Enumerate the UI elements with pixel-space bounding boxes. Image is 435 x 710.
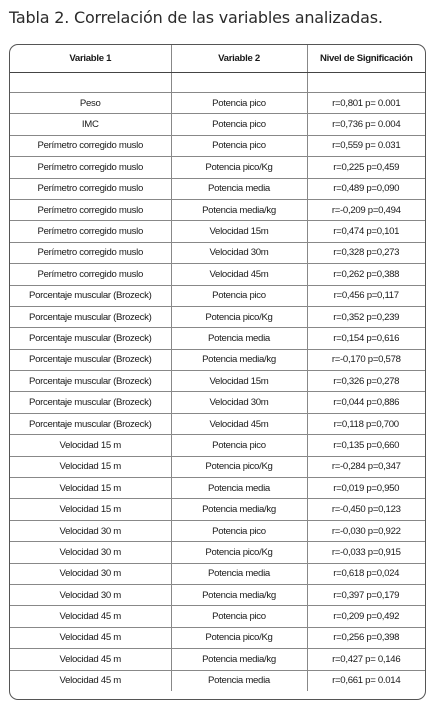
variable-2-cell: Potencia pico/Kg	[171, 627, 307, 648]
variable-1-cell: Perímetro corregido muslo	[10, 199, 171, 220]
table-row	[10, 328, 425, 349]
table-row	[10, 392, 425, 413]
variable-2-cell: Potencia pico/Kg	[171, 542, 307, 563]
variable-1-cell: Perímetro corregido muslo	[10, 264, 171, 285]
table-row	[10, 499, 425, 520]
variable-1-cell: Velocidad 45 m	[10, 606, 171, 627]
spacer-cell	[171, 73, 307, 93]
significance-cell: r=0,225 p=0,459	[307, 157, 425, 178]
table-row	[10, 135, 425, 156]
header-row	[10, 45, 425, 73]
significance-cell: r=0,618 p=0,024	[307, 563, 425, 584]
table-row	[10, 371, 425, 392]
table-header	[10, 45, 425, 73]
variable-2-cell: Potencia pico	[171, 520, 307, 541]
variable-1-cell: Velocidad 45 m	[10, 670, 171, 691]
variable-2-cell: Velocidad 30m	[171, 242, 307, 263]
significance-cell: r=-0,170 p=0,578	[307, 349, 425, 370]
spacer-cell	[10, 73, 171, 93]
table-body	[10, 73, 425, 691]
variable-2-cell: Potencia media	[171, 178, 307, 199]
table-row	[10, 349, 425, 370]
variable-2-cell: Velocidad 15m	[171, 371, 307, 392]
variable-2-cell: Potencia pico	[171, 606, 307, 627]
variable-1-cell: Peso	[10, 93, 171, 114]
table-row	[10, 285, 425, 306]
variable-1-cell: Perímetro corregido muslo	[10, 135, 171, 156]
significance-cell: r=0,427 p= 0,146	[307, 649, 425, 670]
table-row	[10, 542, 425, 563]
significance-cell: r=0,326 p=0,278	[307, 371, 425, 392]
variable-2-cell: Potencia pico	[171, 135, 307, 156]
variable-1-cell: Porcentaje muscular (Brozeck)	[10, 285, 171, 306]
significance-cell: r=0,328 p=0,273	[307, 242, 425, 263]
variable-2-cell: Potencia media/kg	[171, 649, 307, 670]
significance-cell: r=0,661 p= 0.014	[332, 675, 401, 687]
significance-cell: r=0,801 p= 0.001	[307, 93, 425, 114]
table-row	[10, 413, 425, 434]
header-variable-2: Variable 2	[171, 45, 307, 73]
variable-2-cell: Velocidad 45m	[171, 413, 307, 434]
variable-1-cell: Velocidad 15 m	[10, 478, 171, 499]
variable-2-cell: Velocidad 30m	[171, 392, 307, 413]
significance-cell: r=0,736 p= 0.004	[307, 114, 425, 135]
correlation-table-frame	[9, 44, 426, 700]
table-row	[10, 456, 425, 477]
significance-cell: r=-0,209 p=0,494	[307, 199, 425, 220]
significance-cell: r=0,209 p=0,492	[307, 606, 425, 627]
variable-2-cell: Potencia media/kg	[171, 499, 307, 520]
variable-1-cell: Velocidad 30 m	[10, 563, 171, 584]
variable-1-cell: Perímetro corregido muslo	[10, 242, 171, 263]
table-row	[10, 306, 425, 327]
variable-1-cell: Velocidad 30 m	[10, 520, 171, 541]
table-row	[10, 221, 425, 242]
variable-2-cell: Potencia media	[171, 563, 307, 584]
variable-1-cell: Porcentaje muscular (Brozeck)	[10, 371, 171, 392]
significance-cell: r=0,489 p=0,090	[307, 178, 425, 199]
variable-2-cell: Potencia pico	[171, 114, 307, 135]
significance-cell: r=0,118 p=0,700	[307, 413, 425, 434]
variable-2-cell: Velocidad 45m	[171, 264, 307, 285]
correlation-table	[10, 45, 425, 691]
table-row	[10, 649, 425, 670]
variable-1-cell: Velocidad 30 m	[10, 542, 171, 563]
variable-2-cell: Potencia media/kg	[171, 349, 307, 370]
table-row	[10, 670, 425, 691]
variable-2-cell: Potencia media/kg	[171, 199, 307, 220]
significance-cell: r=0,019 p=0,950	[307, 478, 425, 499]
significance-cell: r=0,559 p= 0.031	[307, 135, 425, 156]
table-row	[10, 178, 425, 199]
significance-cell: r=0,352 p=0,239	[307, 306, 425, 327]
table-row	[10, 264, 425, 285]
significance-cell: r=-0,030 p=0,922	[307, 520, 425, 541]
table-row	[10, 114, 425, 135]
significance-cell: r=0,397 p=0,179	[307, 584, 425, 605]
variable-1-cell: Velocidad 15 m	[10, 456, 171, 477]
variable-2-cell: Potencia pico/Kg	[171, 456, 307, 477]
table-row	[10, 157, 425, 178]
table-row	[10, 520, 425, 541]
table-row	[10, 563, 425, 584]
significance-cell: r=-0,284 p=0,347	[307, 456, 425, 477]
spacer-row	[10, 73, 425, 93]
variable-1-cell: Velocidad 45 m	[10, 649, 171, 670]
header-variable-1: Variable 1	[10, 45, 171, 73]
variable-1-cell: Perímetro corregido muslo	[10, 221, 171, 242]
variable-1-cell: Porcentaje muscular (Brozeck)	[10, 392, 171, 413]
significance-cell: r=0,262 p=0,388	[307, 264, 425, 285]
variable-2-cell: Potencia pico	[171, 435, 307, 456]
variable-2-cell: Potencia pico	[171, 93, 307, 114]
spacer-cell	[307, 73, 425, 93]
variable-2-cell: Potencia media	[171, 670, 307, 691]
variable-1-cell: Porcentaje muscular (Brozeck)	[10, 413, 171, 434]
variable-1-cell: Perímetro corregido muslo	[10, 178, 171, 199]
table-row	[10, 584, 425, 605]
significance-cell: r=0,154 p=0,616	[307, 328, 425, 349]
header-significance: Nivel de Significación	[307, 45, 425, 73]
variable-2-cell: Potencia media/kg	[171, 584, 307, 605]
table-row	[10, 199, 425, 220]
variable-1-cell: Velocidad 15 m	[10, 499, 171, 520]
table-row	[10, 435, 425, 456]
table-row	[10, 606, 425, 627]
table-row	[10, 242, 425, 263]
variable-1-cell: Perímetro corregido muslo	[10, 157, 171, 178]
variable-2-cell: Potencia pico	[171, 285, 307, 306]
table-row	[10, 93, 425, 114]
table-row	[10, 478, 425, 499]
variable-1-cell: Porcentaje muscular (Brozeck)	[10, 328, 171, 349]
significance-cell: r=-0,450 p=0,123	[307, 499, 425, 520]
table-title: Tabla 2. Correlación de las variables analizadas.	[9, 8, 383, 27]
variable-1-cell: Velocidad 30 m	[10, 584, 171, 605]
table-row	[10, 627, 425, 648]
significance-cell: r=0,135 p=0,660	[307, 435, 425, 456]
significance-cell: r=0,044 p=0,886	[307, 392, 425, 413]
variable-2-cell: Potencia pico/Kg	[171, 306, 307, 327]
variable-2-cell: Potencia media	[171, 328, 307, 349]
variable-1-cell: IMC	[10, 114, 171, 135]
significance-cell: r=-0,033 p=0,915	[307, 542, 425, 563]
variable-1-cell: Velocidad 15 m	[10, 435, 171, 456]
significance-cell: r=0,256 p=0,398	[307, 627, 425, 648]
variable-2-cell: Potencia pico/Kg	[171, 157, 307, 178]
variable-1-cell: Porcentaje muscular (Brozeck)	[10, 306, 171, 327]
variable-2-cell: Velocidad 15m	[171, 221, 307, 242]
variable-1-cell: Velocidad 45 m	[10, 627, 171, 648]
variable-2-cell: Potencia media	[171, 478, 307, 499]
significance-cell: r=0,474 p=0,101	[307, 221, 425, 242]
variable-1-cell: Porcentaje muscular (Brozeck)	[10, 349, 171, 370]
significance-cell: r=0,456 p=0,117	[307, 285, 425, 306]
